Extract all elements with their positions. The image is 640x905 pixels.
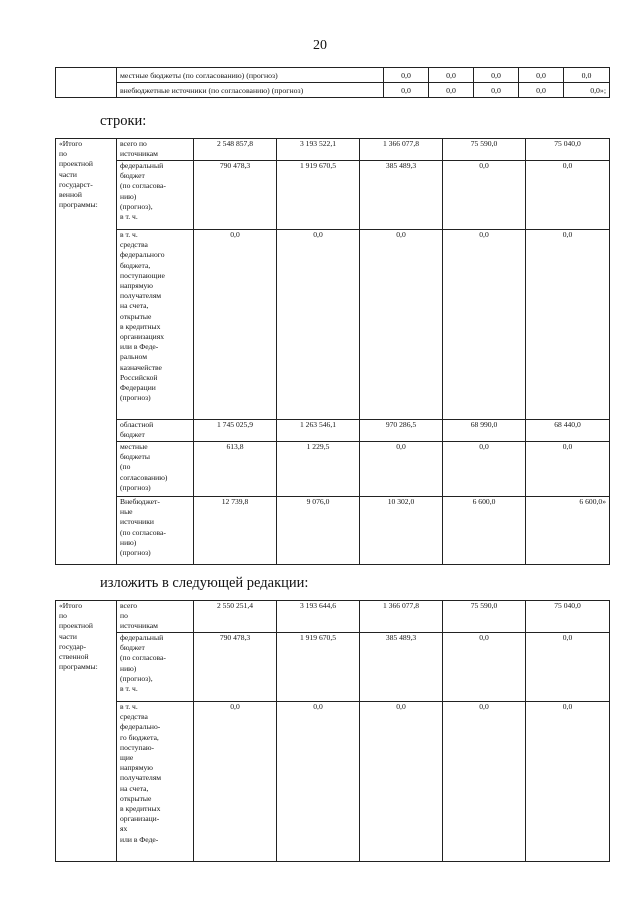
value-cell: 1 919 670,5 [277, 161, 360, 230]
value-cell: 0,0 [360, 230, 443, 420]
value-cell: 0,0 [519, 83, 564, 98]
value-cell: 0,0 [277, 702, 360, 862]
table-row [56, 161, 610, 230]
group-label: «Итого по проектной части государ- ственной программы: [56, 601, 117, 862]
value-cell: 0,0 [429, 68, 474, 83]
row-label: местные бюджеты (по согласованию) (прогноз) [117, 442, 194, 497]
value-cell: 385 489,3 [360, 161, 443, 230]
row-label: внебюджетные источники (по согласованию) (прогноз) [117, 83, 384, 98]
value-cell: 0,0 [443, 161, 526, 230]
value-cell: 1 229,5 [277, 442, 360, 497]
value-cell: 0,0 [384, 83, 429, 98]
table-row [56, 68, 610, 83]
row-label: федеральный бюджет (по согласова- нию) (прогноз), в т. ч. [117, 161, 194, 230]
row-label: всего по источникам [117, 601, 194, 633]
value-cell: 75 040,0 [526, 601, 610, 633]
value-cell: 0,0 [526, 702, 610, 862]
value-cell: 0,0 [443, 442, 526, 497]
value-cell: 0,0»; [564, 83, 610, 98]
value-cell: 0,0 [360, 702, 443, 862]
value-cell: 0,0 [429, 83, 474, 98]
value-cell: 0,0 [519, 68, 564, 83]
value-cell: 9 076,0 [277, 497, 360, 565]
value-cell: 6 600,0 [443, 497, 526, 565]
table-row [56, 702, 610, 862]
row-label: в т. ч. средства федерально- го бюджета, поступаю- щие напрямую получателям на счета, открытые в кредитных организаци- ях или в Феде- [117, 702, 194, 862]
row-label: областной бюджет [117, 420, 194, 442]
value-cell: 12 739,8 [194, 497, 277, 565]
value-cell: 1 366 077,8 [360, 139, 443, 161]
row-label: Внебюджет- ные источники (по согласова- нию) (прогноз) [117, 497, 194, 565]
value-cell: 68 440,0 [526, 420, 610, 442]
table-row [56, 230, 610, 420]
value-cell: 3 193 644,6 [277, 601, 360, 633]
value-cell: 75 040,0 [526, 139, 610, 161]
row-label: в т. ч. средства федерального бюджета, поступающие напрямую получателям на счета, открытые в кредитных организациях или в Феде- ральном казначействе Российской Федерации (прогноз) [117, 230, 194, 420]
row-label: федеральный бюджет (по согласова- нию) (прогноз), в т. ч. [117, 633, 194, 702]
value-cell: 0,0 [384, 68, 429, 83]
value-cell: 790 478,3 [194, 161, 277, 230]
value-cell: 0,0 [443, 633, 526, 702]
value-cell: 0,0 [194, 702, 277, 862]
value-cell: 613,8 [194, 442, 277, 497]
top-table [55, 67, 610, 98]
value-cell: 2 548 857,8 [194, 139, 277, 161]
value-cell: 0,0 [474, 68, 519, 83]
page-number: 20 [313, 38, 327, 53]
table-new [55, 600, 610, 862]
group-label: «Итого по проектной части государст- венной программы: [56, 139, 117, 565]
value-cell: 0,0 [564, 68, 610, 83]
value-cell: 385 489,3 [360, 633, 443, 702]
table-row [56, 83, 610, 98]
table-row [56, 601, 610, 633]
value-cell: 1 366 077,8 [360, 601, 443, 633]
value-cell: 1 745 025,9 [194, 420, 277, 442]
row-label: местные бюджеты (по согласованию) (прогноз) [117, 68, 384, 83]
table-current [55, 138, 610, 565]
value-cell: 0,0 [526, 633, 610, 702]
empty-cell [56, 68, 117, 98]
value-cell: 0,0 [474, 83, 519, 98]
value-cell: 0,0 [526, 230, 610, 420]
value-cell: 0,0 [443, 230, 526, 420]
table-row [56, 497, 610, 565]
value-cell: 1 263 546,1 [277, 420, 360, 442]
value-cell: 2 550 251,4 [194, 601, 277, 633]
value-cell: 0,0 [443, 702, 526, 862]
value-cell: 0,0 [526, 161, 610, 230]
value-cell: 75 590,0 [443, 139, 526, 161]
value-cell: 68 990,0 [443, 420, 526, 442]
value-cell: 10 302,0 [360, 497, 443, 565]
table-row [56, 420, 610, 442]
section-heading: изложить в следующей редакции: [100, 575, 309, 591]
table-row [56, 139, 610, 161]
value-cell: 3 193 522,1 [277, 139, 360, 161]
value-cell: 0,0 [277, 230, 360, 420]
row-label: всего по источникам [117, 139, 194, 161]
value-cell: 0,0 [194, 230, 277, 420]
value-cell: 790 478,3 [194, 633, 277, 702]
value-cell: 1 919 670,5 [277, 633, 360, 702]
value-cell: 0,0 [526, 442, 610, 497]
section-heading: строки: [100, 113, 147, 129]
table-row [56, 442, 610, 497]
value-cell: 75 590,0 [443, 601, 526, 633]
value-cell: 0,0 [360, 442, 443, 497]
value-cell: 6 600,0» [526, 497, 610, 565]
table-row [56, 633, 610, 702]
value-cell: 970 286,5 [360, 420, 443, 442]
